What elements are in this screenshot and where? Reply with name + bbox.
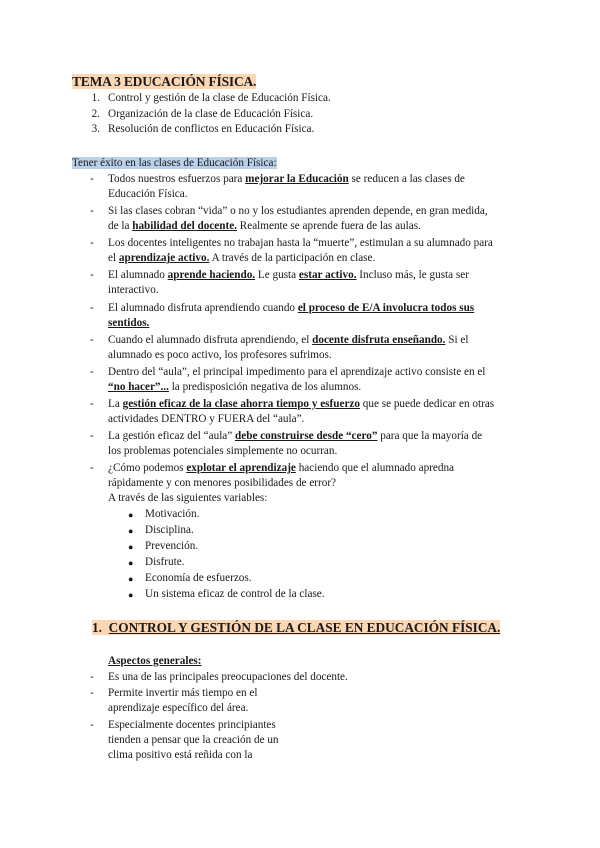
text: La [108,398,123,410]
text: El alumnado disfruta aprendiendo cuando [108,302,298,314]
dash-marker: - [90,334,94,346]
dash-marker: - [90,173,94,185]
emphasis: gestión eficaz de la clase ahorra tiempo y esfuerzo [122,398,360,410]
list-item [108,429,482,459]
list-item [108,686,257,716]
emphasis: explotar el aprendizaje [186,462,296,474]
dash-marker: - [90,462,94,474]
text: Si las clases cobran “vida” o no y los estudiantes aprenden depende, en gran medida, [108,205,488,217]
toc-text: Organización de la clase de Educación Física. [108,108,314,120]
bullet-dot: ● [128,574,134,584]
bullet-dot: ● [128,590,134,600]
text: A través de las siguientes variables: [108,492,268,505]
list-item [108,397,494,427]
dash-marker: - [90,687,94,699]
text: interactivo. [108,284,159,297]
dash-marker: - [90,269,94,281]
emphasis: aprendizaje activo. [118,252,210,265]
text: La gestión eficaz del “aula” [108,430,236,442]
list-item: Economía de esfuerzos. [145,572,252,584]
list-item [108,333,468,363]
list-item: Disfrute. [145,556,185,568]
toc-number: 1. [91,92,100,104]
emphasis: estar activo. [298,269,357,281]
toc-number: 2. [91,108,100,120]
text: alumnado es poco activo, los profesores sufrimos. [108,349,332,362]
toc-text: Control y gestión de la clase de Educación Física. [108,92,331,104]
list-item [108,365,485,395]
list-item [108,172,465,202]
text: rápidamente y con menores posibilidades de error? [108,477,337,490]
section-title: CONTROL Y GESTIÓN DE LA CLASE EN EDUCACIÓN FÍSICA. [108,620,501,635]
emphasis: el proceso de E/A involucra todos sus [297,302,475,314]
text: haciendo que el alumnado apredna [295,462,455,474]
dash-marker: - [90,302,94,314]
emphasis: sentidos. [108,317,150,330]
text: Especialmente docentes principiantes [108,719,276,731]
text: Permite invertir más tiempo en el [108,687,258,699]
text: Cuando el alumnado disfruta aprendiendo, el [108,334,313,346]
bullet-dot: ● [128,558,134,568]
text: Realmente se aprende fuera de las aulas. [236,220,421,233]
text: el [108,252,119,265]
text: aprendizaje específico del área. [108,702,249,715]
text: tienden a pensar que la creación de un [108,734,279,747]
list-item [108,268,469,298]
intro-heading [72,156,277,171]
list-item: Motivación. [145,508,200,520]
text: se reducen a las clases de [348,173,465,185]
dash-marker: - [90,719,94,731]
section-heading [92,619,500,636]
dash-marker: - [90,430,94,442]
list-item: Es una de las principales preocupaciones del docente. [108,671,348,683]
text: Todos nuestros esfuerzos para [108,173,246,185]
emphasis: aprende haciendo. [167,269,256,281]
text: para que la mayoría de [377,430,483,442]
dash-marker: - [90,205,94,217]
list-item: Prevención. [145,540,199,552]
text: Los docentes inteligentes no trabajan hasta la “muerte”, estimulan a su alumnado para [108,237,493,249]
emphasis: docente disfruta enseñando. [312,334,446,346]
emphasis: habilidad del docente. [132,220,237,233]
toc-text: Resolución de conflictos en Educación Física. [108,123,315,135]
dash-marker: - [90,398,94,410]
list-item [108,204,488,234]
dash-marker: - [90,366,94,378]
intro-heading-text: Tener éxito en las clases de Educación Física: [72,157,277,169]
list-item: Un sistema eficaz de control de la clase. [145,588,325,600]
bullet-dot: ● [128,526,134,536]
text: Le gusta [255,269,299,281]
emphasis: mejorar la Educación [245,173,349,185]
text: El alumnado [108,269,168,281]
section-number: 1. [92,620,102,635]
list-item: Disciplina. [145,524,194,536]
list-item [108,461,454,507]
dash-marker: - [90,237,94,249]
text: de la [108,220,133,233]
text: la predisposición negativa de los alumnos. [168,381,362,394]
list-item [108,718,279,764]
emphasis: “no hacer”... [108,381,169,394]
text: clima positivo está reñida con la [108,749,253,762]
text: actividades DENTRO y FUERA del “aula”. [108,413,305,426]
text: los problemas potenciales simplemente no ocurran. [108,445,338,458]
subheading: Aspectos generales: [108,655,202,667]
text: Incluso más, le gusta ser [356,269,469,281]
toc-number: 3. [91,123,100,135]
bullet-dot: ● [128,510,134,520]
document-title [72,73,256,90]
list-item [108,301,474,331]
emphasis: debe construirse desde “cero” [235,430,378,442]
text: Si el [445,334,469,346]
text: Dentro del “aula”, el principal impedimento para el aprendizaje activo consiste en el [108,366,486,378]
document-title-text: TEMA 3 EDUCACIÓN FÍSICA. [72,74,257,89]
text: A través de la participación en clase. [209,252,376,265]
list-item [108,236,493,266]
bullet-dot: ● [128,542,134,552]
text: que se puede dedicar en otras [359,398,495,410]
text: Educación Física. [108,188,188,201]
dash-marker: - [90,671,94,683]
text: ¿Cómo podemos [108,462,187,474]
